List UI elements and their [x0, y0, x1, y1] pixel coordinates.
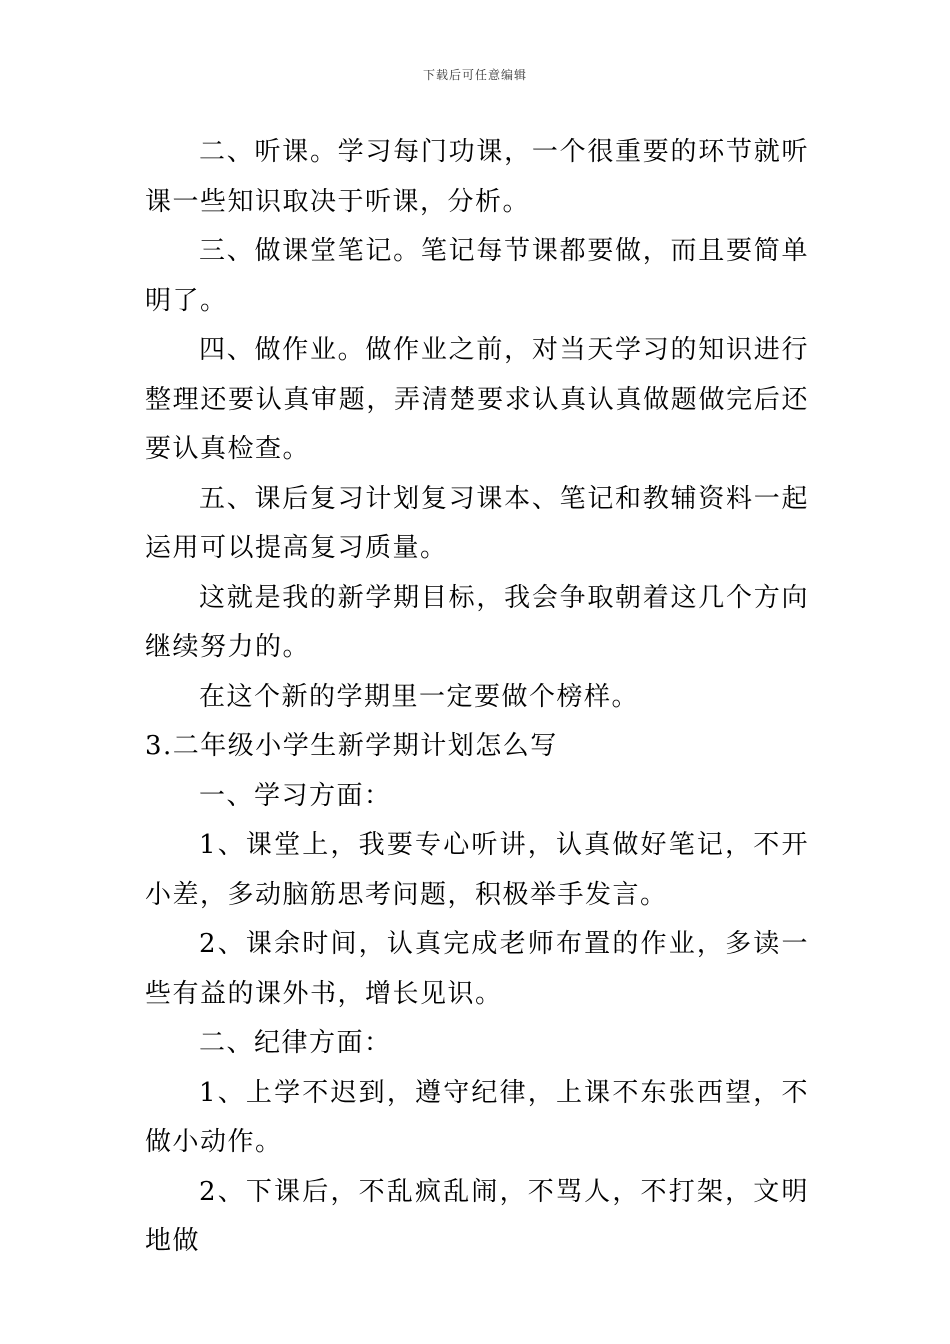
paragraph-goal-summary: 这就是我的新学期目标，我会争取朝着这几个方向继续努力的。	[145, 582, 809, 662]
paragraph-review: 五、课后复习计划复习课本、笔记和教辅资料一起运用可以提高复习质量。	[145, 483, 809, 563]
paragraph-notes: 三、做课堂笔记。笔记每节课都要做，而且要简单明了。	[145, 236, 809, 316]
paragraph-study-1: 1、课堂上，我要专心听讲，认真做好笔记，不开小差，多动脑筋思考问题，积极举手发言。	[145, 830, 809, 910]
paragraph-discipline-2: 2、下课后，不乱疯乱闹，不骂人，不打架，文明地做	[145, 1176, 809, 1256]
subheading-study: 一、学习方面：	[199, 780, 392, 811]
page-header: 下载后可任意编辑	[422, 68, 527, 82]
paragraph-role-model: 在这个新的学期里一定要做个榜样。	[199, 681, 640, 712]
paragraph-study-2: 2、课余时间，认真完成老师布置的作业，多读一些有益的课外书，增长见识。	[145, 929, 809, 1009]
paragraph-listening: 二、听课。学习每门功课，一个很重要的环节就听课一些知识取决于听课，分析。	[145, 137, 809, 217]
document-body	[145, 128, 809, 1267]
subheading-discipline: 二、纪律方面：	[199, 1028, 392, 1058]
paragraph-homework: 四、做作业。做作业之前，对当天学习的知识进行整理还要认真审题，弄清楚要求认真认真做题做完后还要认真检查。	[145, 335, 809, 464]
section-heading: 3.二年级小学生新学期计划怎么写	[145, 731, 558, 761]
paragraph-discipline-1: 1、上学不迟到，遵守纪律，上课不东张西望，不做小动作。	[145, 1077, 809, 1157]
